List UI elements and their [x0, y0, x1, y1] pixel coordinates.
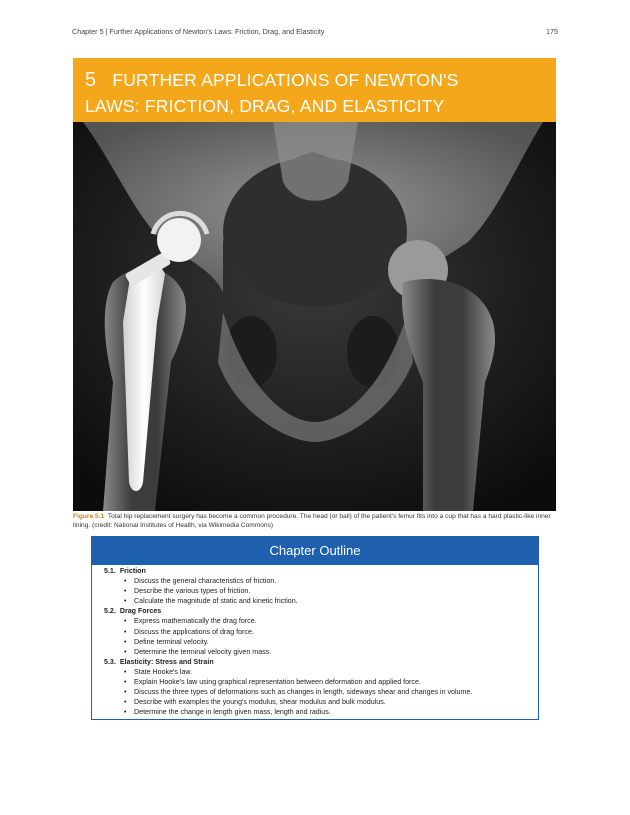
objective-item: • Discuss the applications of drag force. — [124, 627, 538, 637]
xray-illustration — [73, 122, 556, 511]
section-title: Drag Forces — [119, 607, 162, 616]
section-heading — [104, 566, 538, 576]
objective-item: • Determine the terminal velocity given mass. — [124, 647, 538, 657]
objective-item: • Define terminal velocity. — [124, 637, 538, 647]
section-title: Friction — [119, 567, 146, 575]
objective-item: • Discuss the general characteristics of friction. — [124, 576, 538, 586]
chapter-title-line-1: FURTHER APPLICATIONS OF NEWTON'S — [112, 70, 459, 90]
figure-label: Figure 5.1 — [73, 513, 105, 520]
section-objectives — [104, 616, 538, 656]
objective-item: • Explain Hooke's law using graphical representation between deformation and applied force. — [124, 677, 538, 687]
objective-item: • Express mathematically the drag force. — [124, 616, 538, 626]
chapter-number: 5 — [85, 69, 97, 91]
objective-item: • State Hooke's law. — [124, 667, 538, 677]
chapter-outline-body — [92, 565, 538, 717]
section-number: 5.2. — [104, 607, 116, 616]
chapter-title-line-2: LAWS: FRICTION, DRAG, AND ELASTICITY — [85, 96, 445, 116]
running-header-title: Chapter 5 | Further Applications of Newton's Laws: Friction, Drag, and Elasticity — [72, 27, 325, 36]
figure-caption-text: Total hip replacement surgery has become a common procedure. The head (or ball) of the patient's femur fits into a cup that has a hard plastic-like inner lining. (credit: National Institutes of Health, via Wikimedia Commons) — [73, 513, 551, 529]
chapter-outline-box — [91, 536, 539, 720]
chapter-outline-title: Chapter Outline — [92, 537, 538, 565]
hip-xray-image — [73, 122, 556, 511]
objective-item: • Discuss the three types of deformations such as changes in length, sideways shear and changes in volume. — [124, 687, 538, 697]
objective-item: • Calculate the magnitude of static and kinetic friction. — [124, 596, 538, 606]
figure-caption — [73, 512, 556, 530]
section-heading — [104, 606, 538, 616]
section-objectives — [104, 576, 538, 606]
running-header — [72, 27, 558, 39]
section-number: 5.3. — [104, 657, 116, 666]
objective-item: • Determine the change in length given mass, length and radius. — [124, 707, 538, 717]
objective-item: • Describe with examples the young's modulus, shear modulus and bulk modulus. — [124, 697, 538, 707]
objective-item: • Describe the various types of friction. — [124, 586, 538, 596]
page-number: 175 — [546, 27, 558, 36]
chapter-title-banner — [73, 58, 556, 122]
section-heading — [104, 657, 538, 667]
section-number: 5.1. — [104, 567, 116, 575]
section-objectives — [104, 667, 538, 717]
section-title: Elasticity: Stress and Strain — [119, 657, 214, 666]
